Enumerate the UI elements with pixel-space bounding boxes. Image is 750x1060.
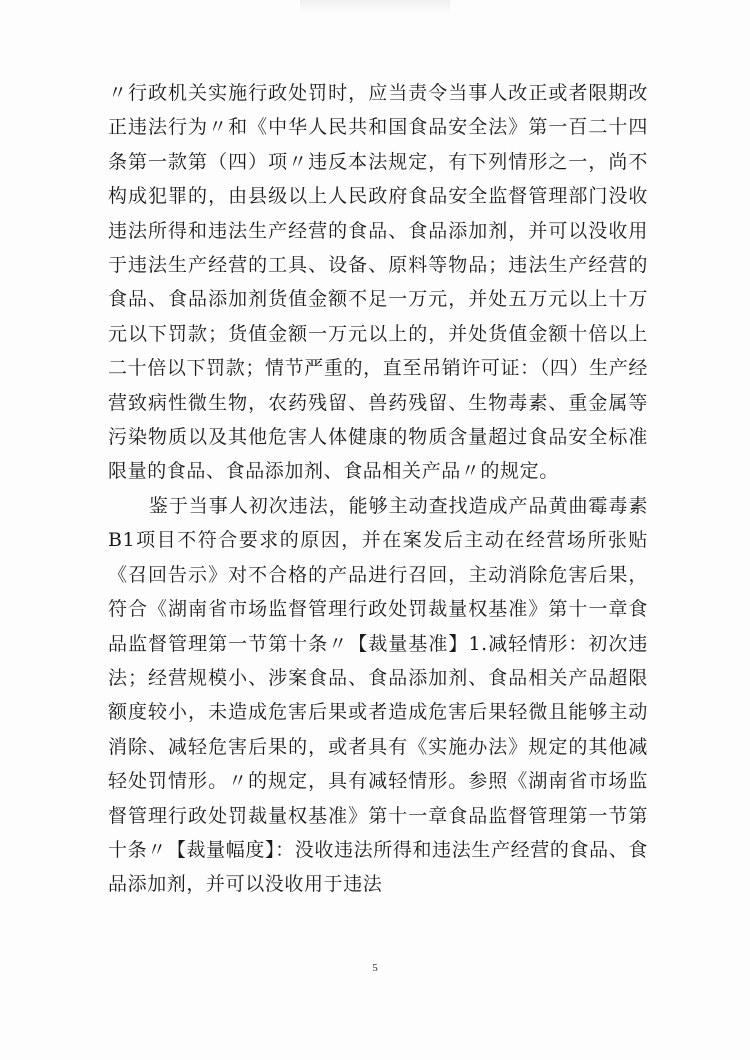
paragraph-mitigation: 鉴于当事人初次违法，能够主动查找造成产品黄曲霉毒素B1项目不符合要求的原因，并在案发后主动在经营场所张贴《召回告示》对不合格的产品进行召回，主动消除危害后果，符合《湖南省市场监督管理行政处罚裁量权基准》第十一章食品监督管理第一节第十条〃【裁量基准】1.减轻情形：初次违法；经营规模小、涉案食品、食品添加剂、食品相关产品超限额度较小，未造成危害后果或者造成危害后果轻微且能够主动消除、减轻危害后果的，或者具有《实施办法》规定的其他减轻处罚情形。〃的规定，具有减轻情形。参照《湖南省市场监督管理行政处罚裁量权基准》第十一章食品监督管理第一节第十条〃【裁量幅度】：没收违法所得和违法生产经营的食品、食品添加剂，并可以没收用于违法: [108, 494, 648, 896]
paragraph-continuation: 〃行政机关实施行政处罚时，应当责令当事人改正或者限期改正违法行为〃和《中华人民共和国食品安全法》第一百二十四条第一款第（四）项〃违反本法规定，有下列情形之一，尚不构成犯罪的，由县级以上人民政府食品安全监督管理部门没收违法所得和违法生产经营的食品、食品添加剂，并可以没收用于违法生产经营的工具、设备、原料等物品；违法生产经营的食品、食品添加剂货值金额不足一万元，并处五万元以上十万元以下罚款；货值金额一万元以上的，并处货值金额十倍以上二十倍以下罚款；情节严重的，直至吊销许可证：（四）生产经营致病性微生物，农药残留、兽药残留、生物毒素、重金属等污染物质以及其他危害人体健康的物质含量超过食品安全标准限量的食品、食品添加剂、食品相关产品〃的规定。: [108, 82, 648, 483]
scan-artifact: [300, 0, 450, 14]
page-number: 5: [372, 962, 378, 974]
document-body: [108, 76, 648, 902]
